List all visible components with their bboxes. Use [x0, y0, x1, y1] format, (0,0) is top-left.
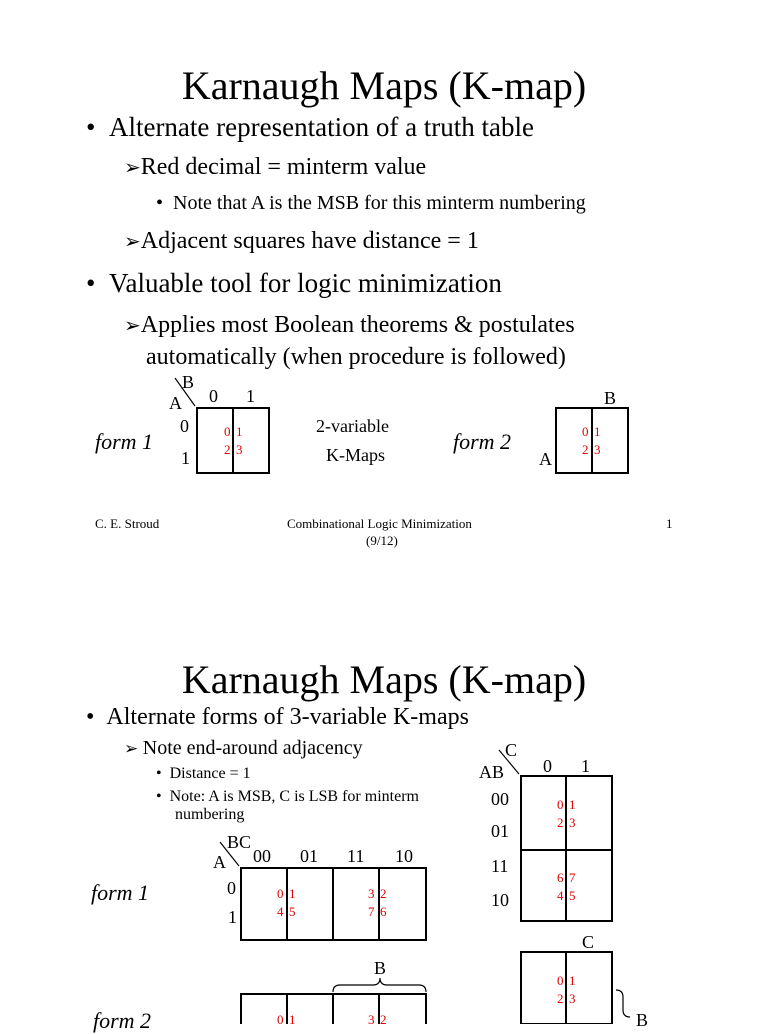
kmap-col-header: 1	[581, 756, 590, 776]
arrow-icon: ➢	[124, 739, 139, 759]
minterm: 3	[368, 1012, 375, 1027]
brace-label: B	[636, 1010, 649, 1030]
bullet-text: Applies most Boolean theorems & postulates	[140, 312, 575, 338]
minterm: 0	[277, 886, 284, 901]
kmap-var-col: C	[505, 740, 518, 760]
minterm: 5	[569, 888, 576, 903]
kmap-var-row: A	[539, 449, 552, 469]
minterm: 2	[557, 815, 564, 830]
kmap-row-header: 01	[491, 821, 509, 841]
bullet-text: Alternate representation of a truth table	[108, 112, 535, 142]
minterm: 1	[569, 797, 576, 812]
brace	[333, 978, 426, 992]
brace-label: B	[374, 958, 387, 978]
minterm: 0	[557, 797, 564, 812]
kmap-row-header: 1	[228, 907, 237, 927]
minterm: 6	[380, 904, 387, 919]
brace	[616, 990, 630, 1017]
minterm: 4	[557, 888, 564, 903]
arrow-icon: ➢	[124, 313, 141, 337]
center-label-1: 2-variable	[316, 416, 389, 436]
sub-sub-bullet-2: • Note: A is MSB, C is LSB for minterm	[156, 788, 419, 805]
bullet-text: Adjacent squares have distance = 1	[140, 228, 479, 254]
bullet-text: Note end-around adjacency	[142, 737, 363, 759]
kmap-diagonal	[499, 750, 519, 774]
minterm: 3	[569, 815, 576, 830]
kmap-var-col: B	[604, 388, 617, 408]
minterm: 3	[368, 886, 375, 901]
bullet-text: Alternate forms of 3-variable K-maps	[106, 704, 469, 730]
kmap-row-header: 10	[491, 890, 509, 910]
minterm: 0	[224, 424, 231, 439]
minterm: 7	[368, 904, 375, 919]
sub-sub-bullet-1: • Distance = 1	[156, 765, 251, 782]
footer-author: C. E. Stroud	[95, 516, 160, 531]
kmap-diagonal	[220, 842, 239, 866]
minterm: 0	[277, 1012, 284, 1027]
form2-label: form 2	[93, 1008, 152, 1033]
kmap-row-header: 0	[227, 878, 236, 898]
kmap-row-header: 0	[180, 416, 189, 436]
bullet-text: Valuable tool for logic minimization	[108, 268, 502, 298]
minterm: 6	[557, 870, 564, 885]
bullet-2: • Valuable tool for logic minimization	[86, 268, 502, 298]
footer-page: 1	[666, 516, 673, 531]
minterm: 3	[594, 442, 601, 457]
kmap-col-header: 11	[347, 846, 365, 866]
minterm: 1	[594, 424, 601, 439]
arrow-icon: ➢	[124, 229, 141, 253]
minterm: 3	[236, 442, 243, 457]
kmap-col-header: 00	[253, 846, 271, 866]
arrow-icon: ➢	[124, 155, 141, 179]
slide-title: Karnaugh Maps (K-map)	[181, 657, 587, 702]
bullet-1: • Alternate forms of 3-variable K-maps	[86, 704, 469, 730]
bullet-text: Red decimal = minterm value	[140, 154, 427, 180]
minterm: 7	[569, 870, 576, 885]
minterm: 2	[224, 442, 231, 457]
kmap-var-col: B	[182, 372, 195, 392]
slide-title: Karnaugh Maps (K-map)	[181, 63, 587, 108]
minterm: 1	[569, 973, 576, 988]
minterm: 0	[582, 424, 589, 439]
minterm: 1	[289, 886, 296, 901]
sub-bullet-3-cont: automatically (when procedure is followed)	[146, 344, 566, 370]
form2-label: form 2	[453, 429, 512, 454]
kmap-var-col: BC	[227, 832, 252, 852]
kmap-row-header: 00	[491, 789, 509, 809]
footer-title: Combinational Logic Minimization	[287, 516, 472, 531]
bullet-text: Distance = 1	[169, 765, 251, 782]
kmap-diagonal	[175, 378, 195, 406]
footer-date: (9/12)	[366, 533, 398, 548]
bullet-text: Note that A is the MSB for this minterm numbering	[173, 192, 586, 214]
minterm: 2	[380, 886, 387, 901]
kmap-col-header: 0	[543, 756, 552, 776]
sub-sub-bullet-2-cont: numbering	[175, 806, 245, 823]
kmap-col-header: 10	[395, 846, 413, 866]
bullet-text: Note: A is MSB, C is LSB for minterm	[169, 788, 419, 805]
minterm: 2	[380, 1012, 387, 1027]
kmap-col-header: 1	[246, 386, 255, 406]
kmap-col-header: 0	[209, 386, 218, 406]
minterm: 2	[582, 442, 589, 457]
kmap-row-header: 1	[181, 448, 190, 468]
sub-sub-bullet-1: • Note that A is the MSB for this minterm numbering	[156, 192, 586, 214]
minterm: 4	[277, 904, 284, 919]
form1-label: form 1	[91, 880, 150, 905]
minterm: 1	[236, 424, 243, 439]
kmap-var-col: C	[582, 932, 595, 952]
kmap-var-row: A	[213, 852, 226, 872]
form1-label: form 1	[95, 429, 154, 454]
minterm: 1	[289, 1012, 296, 1027]
minterm: 3	[569, 991, 576, 1006]
minterm: 2	[557, 991, 564, 1006]
minterm: 0	[557, 973, 564, 988]
kmap-var-row: AB	[479, 762, 505, 782]
center-label-2: K-Maps	[326, 445, 385, 465]
minterm: 5	[289, 904, 296, 919]
kmap-col-header: 01	[300, 846, 318, 866]
kmap-var-row: A	[169, 393, 182, 413]
kmap-row-header: 11	[491, 856, 509, 876]
bullet-1: • Alternate representation of a truth table	[86, 112, 535, 142]
